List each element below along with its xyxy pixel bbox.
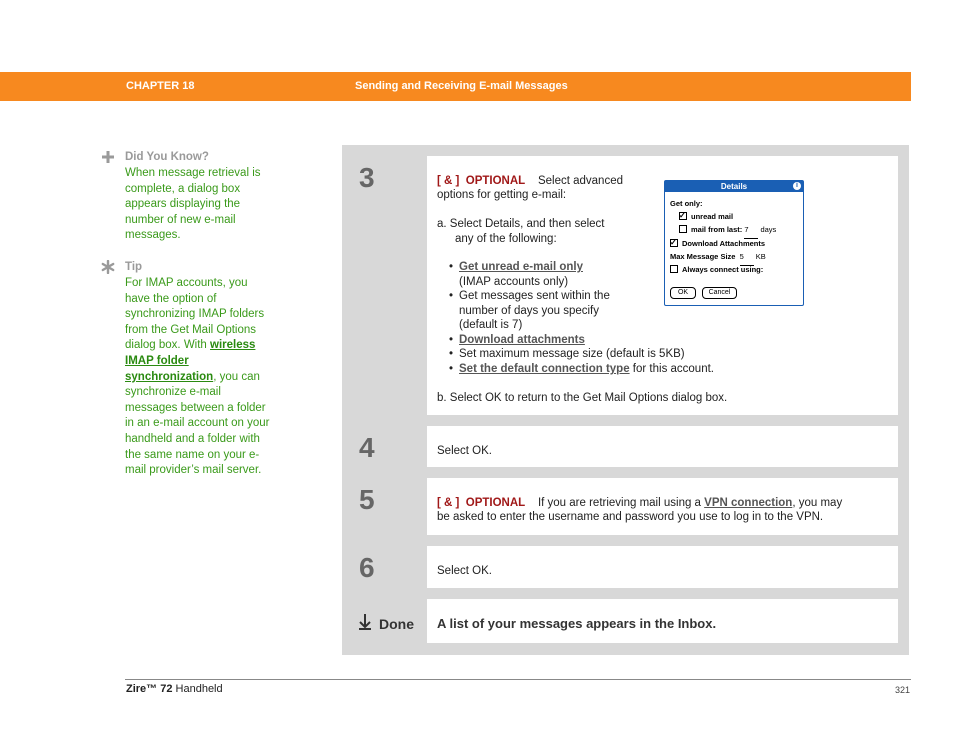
tip-body	[125, 276, 275, 479]
did-you-know-heading: Did You Know?	[125, 151, 209, 163]
get-unread-link[interactable]: Get unread e-mail only	[459, 261, 583, 273]
did-you-know-box	[101, 150, 276, 250]
step-5-content	[427, 478, 898, 535]
always-connect-label: Always connect using:	[682, 265, 764, 274]
optional-label: OPTIONAL	[465, 175, 526, 187]
unread-label: unread mail	[691, 212, 734, 221]
imap-only-note: (IMAP accounts only)	[459, 276, 569, 288]
brand-name: Zire™ 72	[126, 683, 173, 695]
download-label: Download Attachments	[682, 239, 766, 248]
wireless-imap-sync-link[interactable]: wireless IMAP folder synchronization	[125, 339, 256, 383]
mail-from-last-label: mail from last:	[691, 225, 743, 234]
step-5-text-after: , you may	[792, 497, 843, 509]
step-3	[353, 156, 898, 415]
tip-text-after: , you can synchronize e-mail messages between a folder in an e-mail account on your handheld and a folder with the same name on your e-mail provider’s mail server.	[125, 370, 270, 477]
download-attachments-link[interactable]: Download attachments	[459, 334, 585, 346]
done-row	[353, 599, 898, 643]
chapter-header-bar	[0, 72, 911, 101]
always-connect-checkbox	[670, 265, 678, 273]
step-3-b: b. Select OK to return to the Get Mail Options dialog box.	[437, 392, 728, 404]
unread-checkbox	[679, 212, 687, 220]
step-6-text: Select OK.	[437, 565, 492, 577]
step-5-text-before: If you are retrieving mail using a	[537, 497, 705, 509]
step-4-text: Select OK.	[437, 445, 492, 457]
connection-type-link[interactable]: Set the default connection type	[459, 363, 630, 375]
steps-panel	[342, 145, 909, 655]
days-option-line-1: Get messages sent within the	[459, 290, 610, 302]
step-5-line-2: be asked to enter the username and password you use to log in to the VPN.	[437, 511, 824, 523]
step-5	[353, 478, 898, 535]
step-3-intro-1: Select advanced	[537, 175, 623, 187]
dialog-ok-button: OK	[670, 287, 696, 299]
did-you-know-body: When message retrieval is complete, a dialog box appears displaying the number of new e-mail messages.	[125, 167, 261, 242]
days-option-line-2: number of days you specify	[459, 305, 599, 317]
step-3-intro-2: options for getting e-mail:	[437, 189, 567, 201]
connection-type-rest: for this account.	[629, 363, 714, 375]
step-number: 6	[353, 546, 427, 588]
get-only-label: Get only:	[670, 199, 703, 208]
page-number: 321	[894, 685, 910, 695]
tip-box	[101, 260, 276, 520]
plus-icon	[101, 150, 115, 164]
step-number: 4	[353, 426, 427, 467]
always-connect-row	[670, 263, 763, 278]
footer-brand	[126, 683, 223, 695]
brand-suffix: Handheld	[172, 683, 223, 695]
done-label: Done	[379, 616, 414, 632]
footer-rule	[125, 679, 911, 680]
step-number: 3	[353, 156, 427, 415]
optional-label: OPTIONAL	[465, 497, 526, 509]
done-content	[427, 599, 898, 643]
done-text: A list of your messages appears in the Inbox.	[437, 616, 717, 631]
max-size-label: Max Message Size	[670, 252, 736, 261]
step-6-content	[427, 546, 898, 588]
mail-from-last-checkbox	[679, 225, 687, 233]
connection-type-option	[459, 362, 714, 377]
chapter-label: CHAPTER 18	[126, 80, 195, 92]
chapter-title: Sending and Receiving E-mail Messages	[355, 80, 568, 92]
optional-tag: [ & ]	[437, 497, 460, 509]
step-4-content	[427, 426, 898, 467]
step-number: 5	[353, 478, 427, 535]
asterisk-icon	[101, 260, 115, 274]
tip-heading: Tip	[125, 261, 143, 273]
max-size-unit: KB	[755, 252, 766, 261]
dialog-cancel-button: Cancel	[702, 287, 737, 299]
days-unit: days	[760, 225, 777, 234]
done-label-cell	[353, 599, 427, 643]
max-size-value: 5	[740, 250, 754, 266]
details-dialog	[664, 180, 804, 306]
dialog-title: Details	[665, 181, 803, 192]
optional-tag: [ & ]	[437, 175, 460, 187]
max-size-option: Set maximum message size (default is 5KB)	[459, 348, 685, 360]
days-value: 7	[744, 223, 758, 239]
step-6	[353, 546, 898, 588]
days-option-line-3: (default is 7)	[459, 319, 523, 331]
vpn-connection-link[interactable]: VPN connection	[704, 497, 793, 509]
tip-text-before: For IMAP accounts, you have the option of synchronizing IMAP folders from the Get Mail Options dialog box. With	[125, 277, 265, 352]
step-4	[353, 426, 898, 467]
info-icon: i	[793, 182, 801, 190]
down-arrow-icon	[358, 614, 372, 630]
step-3-a-line-1: a. Select Details, and then select	[437, 218, 605, 230]
step-3-content: [ & ] OPTIONAL Select advanced options for getting e-mail: a. Select Details, and then select any of the following: • Get unread e-mail only (IMAP accounts only) • Get messages sent within the number of days you specify (default is 7) • Download attachments • Set maximum message size (default is 5KB) • Set the default connection type for this account. b. Select OK to return to the Get Mail Options dialog box. Details i Get only: ✓unread mail mail from last: 7 days ✓Download Attachments Max Message Size 5 KB Always connect using: OK Cancel	[427, 156, 898, 415]
download-checkbox	[670, 239, 678, 247]
step-3-a-line-2: any of the following:	[455, 233, 557, 245]
